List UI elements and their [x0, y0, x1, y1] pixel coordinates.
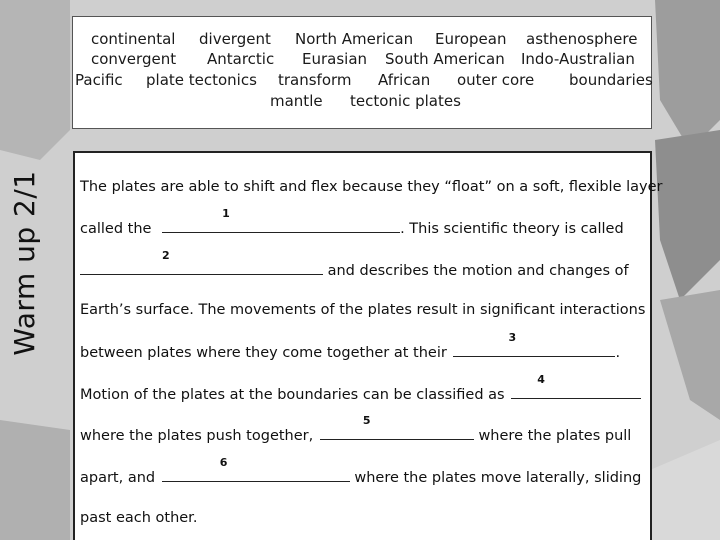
word-bank-term: European — [435, 30, 507, 48]
blank-number: 4 — [537, 373, 545, 386]
passage-text: apart, and — [80, 470, 156, 486]
passage-text: where the plates pull — [478, 428, 632, 444]
word-bank-term: Indo-Australian — [521, 50, 635, 68]
word-bank-term: mantle — [270, 92, 323, 110]
passage-text: past each other. — [80, 510, 198, 526]
passage-line — [80, 249, 629, 281]
word-bank-term: African — [378, 71, 431, 89]
word-bank — [72, 16, 652, 129]
passage-text: . — [615, 345, 621, 361]
passage-text: . This scientific theory is called — [400, 221, 624, 237]
passage-line — [80, 373, 641, 405]
passage-text: where the plates move laterally, sliding — [354, 470, 642, 486]
blank-number: 5 — [362, 414, 371, 427]
blank-number: 1 — [222, 207, 230, 220]
word-bank-term: Pacific — [75, 71, 123, 89]
passage-line — [80, 456, 642, 488]
passage-line — [80, 177, 662, 197]
passage-line — [80, 508, 197, 528]
passage-line — [80, 414, 632, 446]
passage-line — [80, 300, 645, 320]
word-bank-row — [73, 29, 651, 49]
word-bank-term: plate tectonics — [146, 71, 257, 89]
word-bank-term: continental — [91, 30, 176, 48]
word-bank-row — [73, 91, 651, 111]
word-bank-term: North American — [295, 30, 414, 48]
word-bank-term: Eurasian — [302, 50, 368, 68]
passage-text: between plates where they come together at their — [80, 345, 447, 361]
passage-text: Earth’s surface. The movements of the plates result in significant interactions — [80, 302, 646, 318]
answer-blank-3[interactable] — [453, 331, 615, 357]
fill-in-passage — [73, 151, 663, 540]
blank-number: 2 — [162, 249, 170, 262]
warm-up-title: Warm up 2/1 — [8, 170, 41, 356]
passage-text: called the — [80, 221, 152, 237]
passage-text: where the plates push together, — [80, 428, 314, 444]
word-bank-row — [73, 70, 651, 90]
passage-text: and describes the motion and changes of — [327, 263, 629, 279]
passage-text: The plates are able to shift and flex because they “float” on a soft, flexible layer — [80, 179, 663, 195]
word-bank-term: tectonic plates — [350, 92, 461, 110]
passage-text: Motion of the plates at the boundaries can be classified as — [80, 387, 505, 403]
answer-blank-1[interactable] — [162, 207, 400, 233]
word-bank-term: asthenosphere — [526, 30, 638, 48]
word-bank-term: South American — [385, 50, 505, 68]
blank-number: 3 — [508, 331, 517, 344]
answer-blank-6[interactable] — [162, 456, 350, 482]
word-bank-term: divergent — [199, 30, 271, 48]
word-bank-term: transform — [278, 71, 352, 89]
answer-blank-5[interactable] — [320, 414, 474, 440]
answer-blank-2[interactable] — [80, 249, 323, 275]
blank-number: 6 — [219, 456, 228, 469]
word-bank-term: boundaries — [569, 71, 653, 89]
word-bank-term: Antarctic — [207, 50, 275, 68]
passage-line — [80, 331, 621, 363]
answer-blank-4[interactable] — [511, 373, 641, 399]
word-bank-term: convergent — [91, 50, 177, 68]
passage-line — [80, 207, 624, 239]
word-bank-row — [73, 49, 651, 69]
word-bank-term: outer core — [457, 71, 535, 89]
